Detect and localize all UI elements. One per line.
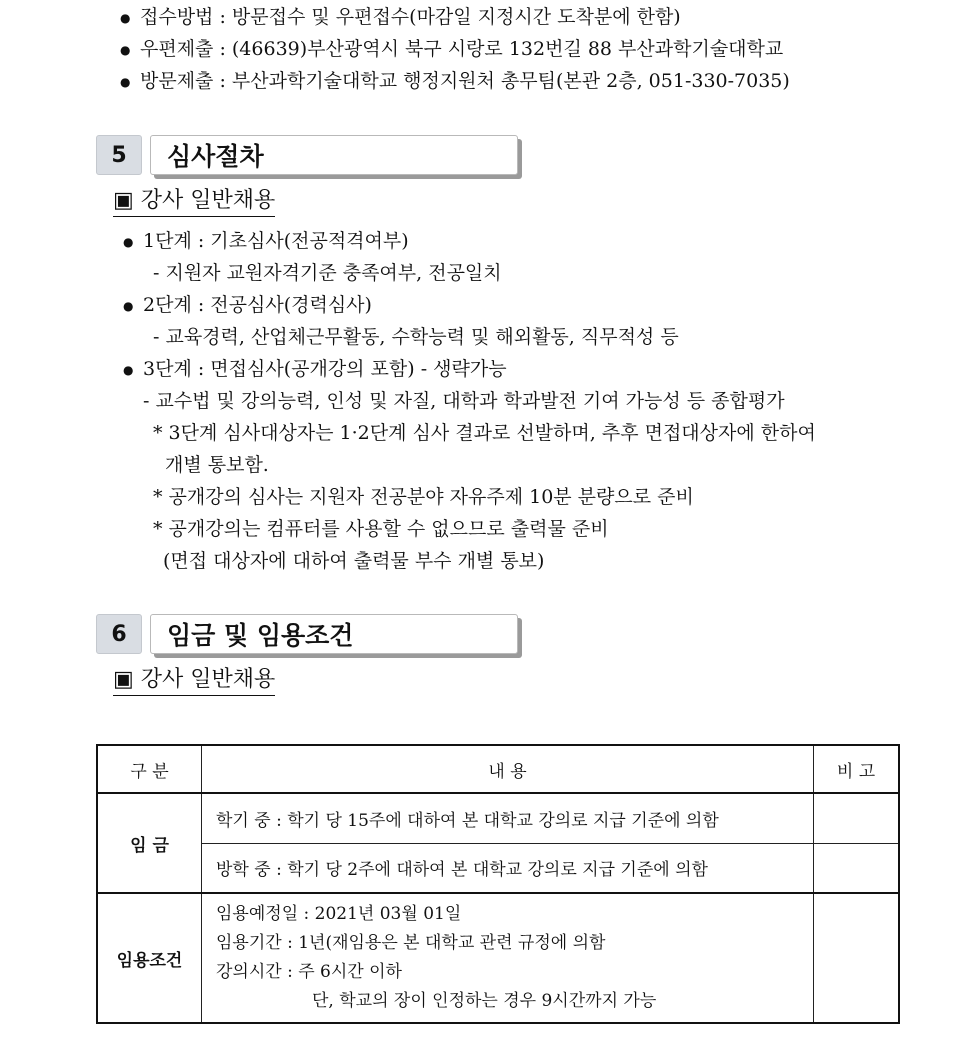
table-header-row (97, 745, 899, 793)
subheading (113, 188, 275, 217)
wage-label: 임 금 (97, 793, 202, 893)
square-bullet-icon: ▣ (113, 667, 134, 692)
list-item: ● 2단계 : 전공심사(경력심사) (143, 293, 372, 317)
header-content: 내 용 (202, 745, 814, 793)
section-number: 6 (96, 614, 142, 654)
header-category: 구 분 (97, 745, 202, 793)
subheading (113, 667, 275, 696)
list-item: ● 3단계 : 면접심사(공개강의 포함) - 생략가능 (143, 357, 507, 381)
condition-content (202, 893, 814, 1023)
section-title: 임금 및 임용조건 (150, 614, 518, 654)
list-item: ● 방문제출 : 부산과학기술대학교 행정지원처 총무팀(본관 2층, 051-330-7035) (140, 69, 790, 93)
list-detail: - 교육경력, 산업체근무활동, 수학능력 및 해외활동, 직무적성 등 (153, 326, 679, 348)
section-title: 심사절차 (150, 135, 518, 175)
header-remarks: 비 고 (814, 745, 900, 793)
note: 개별 통보함. (165, 454, 269, 476)
subheading-label: 강사 일반채용 (140, 667, 276, 692)
square-bullet-icon: ▣ (113, 188, 134, 213)
list-item: ● 우편제출 : (46639)부산광역시 북구 시랑로 132번길 88 부산과학기술대학교 (140, 37, 783, 61)
conditions-table (96, 744, 900, 1024)
wage-vacation: 방학 중 : 학기 당 2주에 대하여 본 대학교 강의로 지급 기준에 의함 (202, 843, 814, 893)
remark-cell (814, 893, 900, 1023)
list-item: ● 1단계 : 기초심사(전공적격여부) (143, 229, 409, 253)
condition-line: 임용기간 : 1년(재임용은 본 대학교 관련 규정에 의함 (216, 933, 606, 953)
condition-label: 임용조건 (97, 893, 202, 1023)
note: * 공개강의 심사는 지원자 전공분야 자유주제 10분 분량으로 준비 (153, 486, 694, 508)
list-detail: - 교수법 및 강의능력, 인성 및 자질, 대학과 학과발전 기여 가능성 등 종합평가 (143, 390, 785, 412)
subheading-label: 강사 일반채용 (140, 188, 276, 213)
table-row (97, 893, 899, 1023)
condition-line: 강의시간 : 주 6시간 이하 (216, 962, 402, 982)
section-number: 5 (96, 135, 142, 175)
remark-cell (814, 843, 900, 893)
condition-line: 임용예정일 : 2021년 03월 01일 (216, 904, 462, 924)
note: * 3단계 심사대상자는 1·2단계 심사 결과로 선발하며, 추후 면접대상자에 한하여 (153, 422, 816, 444)
list-detail: - 지원자 교원자격기준 충족여부, 전공일치 (153, 262, 502, 284)
note: * 공개강의는 컴퓨터를 사용할 수 없으므로 출력물 준비 (153, 518, 609, 540)
wage-semester: 학기 중 : 학기 당 15주에 대하여 본 대학교 강의로 지급 기준에 의함 (202, 793, 814, 843)
condition-line: 단, 학교의 장이 인정하는 경우 9시간까지 가능 (312, 991, 657, 1011)
list-item: ● 접수방법 : 방문접수 및 우편접수(마감일 지정시간 도착분에 한함) (140, 5, 681, 29)
table-row (97, 843, 899, 893)
table-row (97, 793, 899, 843)
remark-cell (814, 793, 900, 843)
note: (면접 대상자에 대하여 출력물 부수 개별 통보) (163, 550, 545, 572)
